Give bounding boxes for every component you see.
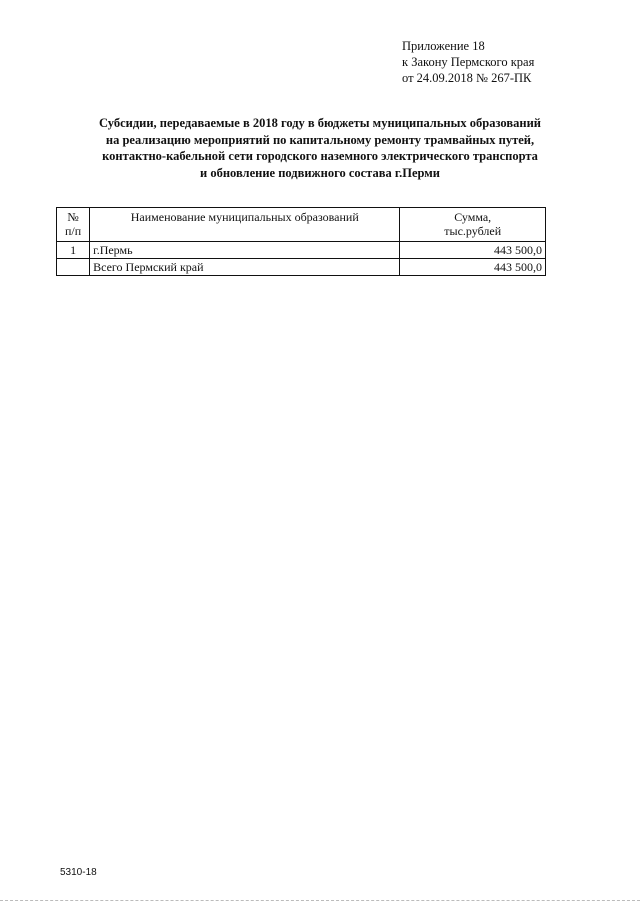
row-municipality: г.Пермь: [90, 242, 400, 259]
total-sum: 443 500,0: [400, 259, 546, 276]
row-number: 1: [57, 242, 90, 259]
title-line-2: на реализацию мероприятий по капитальному ремонту трамвайных путей,: [105, 132, 535, 147]
table-header-row: [57, 208, 546, 242]
title-line-4: и обновление подвижного состава г.Перми: [200, 165, 440, 180]
header-sum-unit: тыс.рублей: [444, 224, 502, 238]
header-number-symbol: №: [67, 210, 79, 224]
appendix-header: [402, 38, 602, 86]
document-title: [60, 115, 580, 181]
row-sum: 443 500,0: [400, 242, 546, 259]
appendix-number: Приложение 18: [402, 39, 485, 53]
header-sum: [400, 208, 546, 242]
page-bottom-edge: [0, 900, 640, 901]
header-sum-label: Сумма,: [454, 210, 492, 224]
title-line-1: Субсидии, передаваемые в 2018 году в бюджеты муниципальных образований: [99, 116, 541, 130]
table-total-row: [57, 259, 546, 276]
appendix-law-date: от 24.09.2018 № 267-ПК: [402, 71, 532, 85]
title-line-3: контактно-кабельной сети городского наземного электрического транспорта: [102, 149, 538, 163]
table-row: [57, 242, 546, 259]
document-code: 5310-18: [60, 867, 97, 878]
header-municipality-label: Наименование муниципальных образований: [130, 210, 359, 224]
total-number: [57, 259, 90, 276]
appendix-law-ref: к Закону Пермского края: [402, 55, 535, 69]
total-label: Всего Пермский край: [90, 259, 400, 276]
header-municipality: [90, 208, 400, 242]
header-number-abbr: п/п: [64, 224, 82, 238]
subsidy-table: [56, 207, 546, 276]
header-number: [57, 208, 90, 242]
